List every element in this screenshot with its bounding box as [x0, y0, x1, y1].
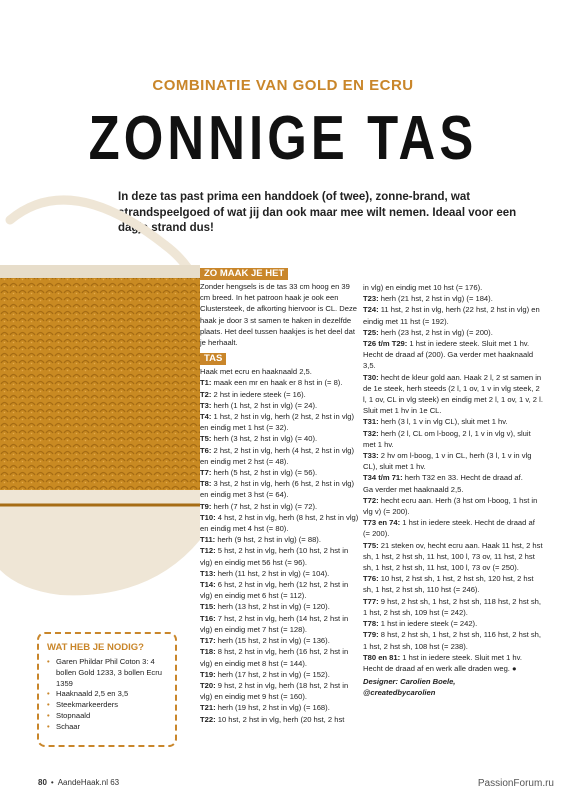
pattern-row [363, 618, 543, 629]
pattern-row [200, 669, 360, 680]
zo-maak-text: Zonder hengsels is de tas 33 cm hoog en 39 cm breed. In het patroon haak je ook een Clustersteek, de afkorting hiervoor is CL. Deze haak je door 3 st samen te haken in dezelfde plaats. Het deel tussen haakjes is het deel dat je herhaalt. [200, 282, 358, 348]
article-title: ZONNIGE TAS [88, 104, 478, 173]
row-label: T10: [200, 512, 216, 522]
row-label: T79: [363, 630, 379, 640]
row-text: 1 hst, 2 hst in vlg, herh (2 hst, 2 hst in vlg) en eindig met 1 hst (= 32). [200, 412, 355, 433]
pattern-row [363, 304, 543, 326]
row-label: T21: [200, 703, 216, 713]
row-text: herh (17 hst, 2 hst in vlg) (= 152). [215, 669, 330, 679]
pattern-row [200, 646, 360, 668]
row-label: T22: [200, 714, 216, 724]
pattern-row [200, 635, 360, 646]
pattern-row [363, 573, 543, 595]
row-text: 4 hst, 2 hst in vlg, herh (8 hst, 2 hst in vlg) en eindig met 4 hst (= 80). [200, 512, 359, 534]
pattern-row [200, 478, 360, 500]
row-label: T80 en 81: [363, 652, 401, 662]
pattern-row [200, 534, 360, 545]
pattern-row [363, 416, 543, 427]
row-label: T32: [363, 428, 379, 438]
row-label: T3: [200, 400, 212, 410]
pattern-row [363, 372, 543, 417]
pattern-row [200, 377, 360, 388]
row-label: T5: [200, 434, 212, 444]
row-text: herh (5 hst, 2 hst in vlg) (= 56). [211, 468, 318, 478]
row-label: T31: [363, 417, 379, 427]
row-text: hecht ecru aan. Herh (3 hst om l-boog, 1 hst in vlg v) (= 200). [363, 495, 538, 517]
row-text: herh (3 hst, 2 hst in vlg) (= 40). [211, 434, 318, 444]
row-label: T33: [363, 451, 379, 461]
pattern-row [200, 579, 360, 601]
row-label: T15: [200, 602, 216, 612]
row-label: T20: [200, 680, 216, 690]
footer-separator: • [50, 778, 54, 787]
row-text: herh (15 hst, 2 hst in vlg) (= 136). [215, 636, 330, 646]
row-label: T4: [200, 412, 212, 422]
row-text: in vlg) en eindig met 10 hst (= 176). [363, 283, 483, 292]
pattern-row [363, 327, 543, 338]
pattern-row [200, 445, 360, 467]
row-text: 9 hst, 2 hst in vlg, herh (18 hst, 2 hst in vlg) en eindig met 9 hst (= 160). [200, 680, 349, 702]
pattern-row [363, 450, 543, 472]
row-text: 5 hst, 2 hst in vlg, herh (10 hst, 2 hst in vlg) en eindig met 56 hst (= 96). [200, 546, 349, 567]
materials-item: • Steekmarkeerders [47, 700, 167, 711]
pattern-row [363, 495, 543, 517]
materials-heading: WAT HEB JE NODIG? [47, 642, 144, 653]
row-text: herh (3 l, 1 v in vlg CL), sluit met 1 hv. [378, 417, 508, 427]
row-text: 1 hst in iedere steek. Hecht de draad af (= 200). [363, 518, 535, 539]
row-label: T73 en 74: [363, 518, 401, 528]
page-number: 80 [38, 778, 47, 787]
pattern-row [200, 680, 360, 702]
row-label: T17: [200, 636, 216, 646]
row-label: T75: [363, 540, 379, 550]
row-text: 6 hst, 2 hst in vlg, herh (12 hst, 2 hst in vlg) en eindig met 6 hst (= 112). [200, 580, 349, 601]
materials-item: • Stopnaald [47, 711, 167, 722]
row-label: T24: [363, 305, 379, 315]
designer-credit: Designer: Carolien Boele, [363, 677, 456, 687]
row-label: T78: [363, 619, 379, 629]
pattern-row [200, 501, 360, 512]
pattern-row [363, 484, 543, 495]
row-label: T18: [200, 647, 216, 657]
row-text: 8 hst, 2 hst in vlg, herh (16 hst, 2 hst in vlg) en eindig met 8 hst (= 144). [200, 647, 349, 668]
row-label: T8: [200, 479, 212, 489]
pattern-row [363, 596, 543, 618]
watermark: PassionForum.ru [477, 778, 554, 789]
pattern-row [363, 517, 543, 539]
crochet-bag-image [0, 190, 200, 600]
row-label: T12: [200, 546, 216, 556]
footer-site: AandeHaak.nl 63 [57, 778, 120, 787]
row-text: 3 hst, 2 hst in vlg, herh (6 hst, 2 hst in vlg) en eindig met 3 hst (= 64). [200, 479, 355, 500]
pattern-row [200, 389, 360, 400]
section-heading-zo-maak: ZO MAAK JE HET [200, 268, 288, 280]
row-text: 2 hst, 2 hst in vlg, herh (4 hst, 2 hst in vlg) en eindig met 2 hst (= 48). [200, 445, 355, 466]
row-text: 1 hst in iedere steek. Sluit met 1 hv. Hecht de draad af (200). Ga verder met haaknaald 3,5. [363, 339, 534, 371]
row-label: T1: [200, 378, 212, 388]
pattern-row [200, 601, 360, 612]
row-text: hecht de kleur gold aan. Haak 2 l, 2 st samen in de 1e steek, herh steeds (2 l, 1 ov, 1 v in vlg steek, 2 l, 1 ov, CL in vlg steek) en eindig met 2 l, 1 ov, 1 v, 2 l. Sluit met 1 hv in 1e CL. [363, 372, 543, 416]
row-text: 1 hst in iedere steek (= 242). [378, 619, 478, 629]
row-label: T14: [200, 580, 216, 590]
row-text: 10 hst, 2 hst in vlg, herh (20 hst, 2 hst [215, 714, 345, 724]
materials-item: • Garen Phildar Phil Coton 3: 4 bollen Gold 1233, 3 bollen Ecru 1359 [47, 657, 167, 689]
row-list-right [363, 282, 543, 674]
row-text: herh (13 hst, 2 hst in vlg) (= 120). [215, 602, 330, 612]
tas-intro: Haak met ecru en haaknaald 2,5. [200, 367, 312, 377]
row-label: T23: [363, 294, 379, 304]
row-label: T25: [363, 327, 379, 337]
materials-box [37, 632, 177, 747]
pattern-row [200, 568, 360, 579]
row-label: T26 t/m T29: [363, 339, 408, 349]
row-text: Ga verder met haaknaald 2,5. [363, 484, 464, 494]
instructions-column-left [200, 268, 360, 725]
pattern-row [200, 467, 360, 478]
row-text: 2 hv om l-boog, 1 v in CL, herh (3 l, 1 v in vlg CL), sluit met 1 hv. [363, 451, 532, 472]
row-text: herh (23 hst, 2 hst in vlg) (= 200). [378, 327, 493, 337]
pattern-row [363, 338, 543, 372]
pattern-row [363, 540, 543, 574]
row-text: herh (1 hst, 2 hst in vlg) (= 24). [211, 400, 318, 410]
materials-item: • Schaar [47, 722, 167, 733]
row-label: T76: [363, 574, 379, 584]
row-label: T34 t/m 71: [363, 473, 403, 483]
pattern-row [200, 714, 360, 725]
materials-list [47, 657, 167, 733]
designer-handle: @createdbycarolien [363, 688, 436, 698]
pattern-row [363, 629, 543, 651]
row-label: T77: [363, 596, 379, 606]
pattern-row [363, 293, 543, 304]
pattern-row [200, 613, 360, 635]
pattern-row [200, 545, 360, 567]
materials-item: • Haaknaald 2,5 en 3,5 [47, 689, 167, 700]
pattern-row [200, 702, 360, 713]
row-text: 11 hst, 2 hst in vlg, herh (22 hst, 2 hst in vlg) en eindig met 11 hst (= 192). [363, 305, 540, 326]
row-label: T30: [363, 372, 379, 382]
row-text: 9 hst, 2 hst sh, 1 hst, 2 hst sh, 118 hst, 2 hst sh, 1 hst, 2 hst sh, 109 hst (= 242). [363, 596, 541, 617]
instructions-column-right [363, 282, 543, 699]
row-text: herh (21 hst, 2 hst in vlg) (= 184). [378, 294, 493, 304]
row-text: maak een mr en haak er 8 hst in (= 8). [211, 378, 343, 388]
row-text: herh (7 hst, 2 hst in vlg) (= 72). [211, 501, 318, 511]
pattern-row [363, 282, 543, 293]
row-list-left [200, 377, 360, 724]
row-text: 21 steken ov, hecht ecru aan. Haak 11 hst, 2 hst sh, 1 hst, 2 hst sh, 11 hst, 100 l, 73 ov, 11 hst, 2 hst sh, 1 hst, 2 hst sh, 11 hst, 100 l, 73 ov (= 250). [363, 540, 543, 573]
row-label: T9: [200, 501, 212, 511]
row-text: herh T32 en 33. Hecht de draad af. [402, 473, 523, 483]
row-label: T16: [200, 613, 216, 623]
pattern-row [200, 411, 360, 433]
pattern-row [200, 400, 360, 411]
row-text: herh (11 hst, 2 hst in vlg) (= 104). [215, 568, 330, 578]
row-text: herh (2 l, CL om l-boog, 2 l, 1 v in vlg v), sluit met 1 hv. [363, 428, 531, 449]
row-text: 8 hst, 2 hst sh, 1 hst, 2 hst sh, 116 hst, 2 hst sh, 1 hst, 2 hst sh, 108 hst (= 238). [363, 630, 541, 651]
page-footer [38, 778, 119, 787]
row-label: T7: [200, 468, 212, 478]
row-text: herh (19 hst, 2 hst in vlg) (= 168). [215, 703, 330, 713]
row-text: 7 hst, 2 hst in vlg, herh (14 hst, 2 hst in vlg) en eindig met 7 hst (= 128). [200, 613, 349, 634]
pattern-row [200, 512, 360, 534]
row-label: T6: [200, 445, 212, 455]
row-label: T19: [200, 669, 216, 679]
pattern-row [363, 428, 543, 450]
row-text: 10 hst, 2 hst sh, 1 hst, 2 hst sh, 120 hst, 2 hst sh, 1 hst, 2 hst sh, 110 hst (= 246). [363, 574, 534, 595]
row-label: T11: [200, 535, 216, 545]
row-text: 1 hst in iedere steek. Sluit met 1 hv. Hecht de draad af en werk alle draden weg. ● [363, 652, 522, 673]
section-heading-tas: TAS [200, 353, 226, 365]
pattern-row [363, 652, 543, 674]
pattern-row [200, 433, 360, 444]
row-label: T13: [200, 568, 216, 578]
article-kicker: COMBINATIE VAN GOLD EN ECRU [152, 77, 414, 94]
row-text: herh (9 hst, 2 hst in vlg) (= 88). [215, 535, 321, 545]
row-label: T72: [363, 495, 379, 505]
pattern-row [363, 472, 543, 483]
article-intro: In deze tas past prima een handdoek (of twee), zonne-brand, wat strandspeelgoed of wat jij dan ook maar mee wilt nemen. Ideaal voor een dagje strand dus! [118, 191, 517, 234]
row-text: 2 hst in iedere steek (= 16). [211, 389, 306, 399]
row-label: T2: [200, 389, 212, 399]
